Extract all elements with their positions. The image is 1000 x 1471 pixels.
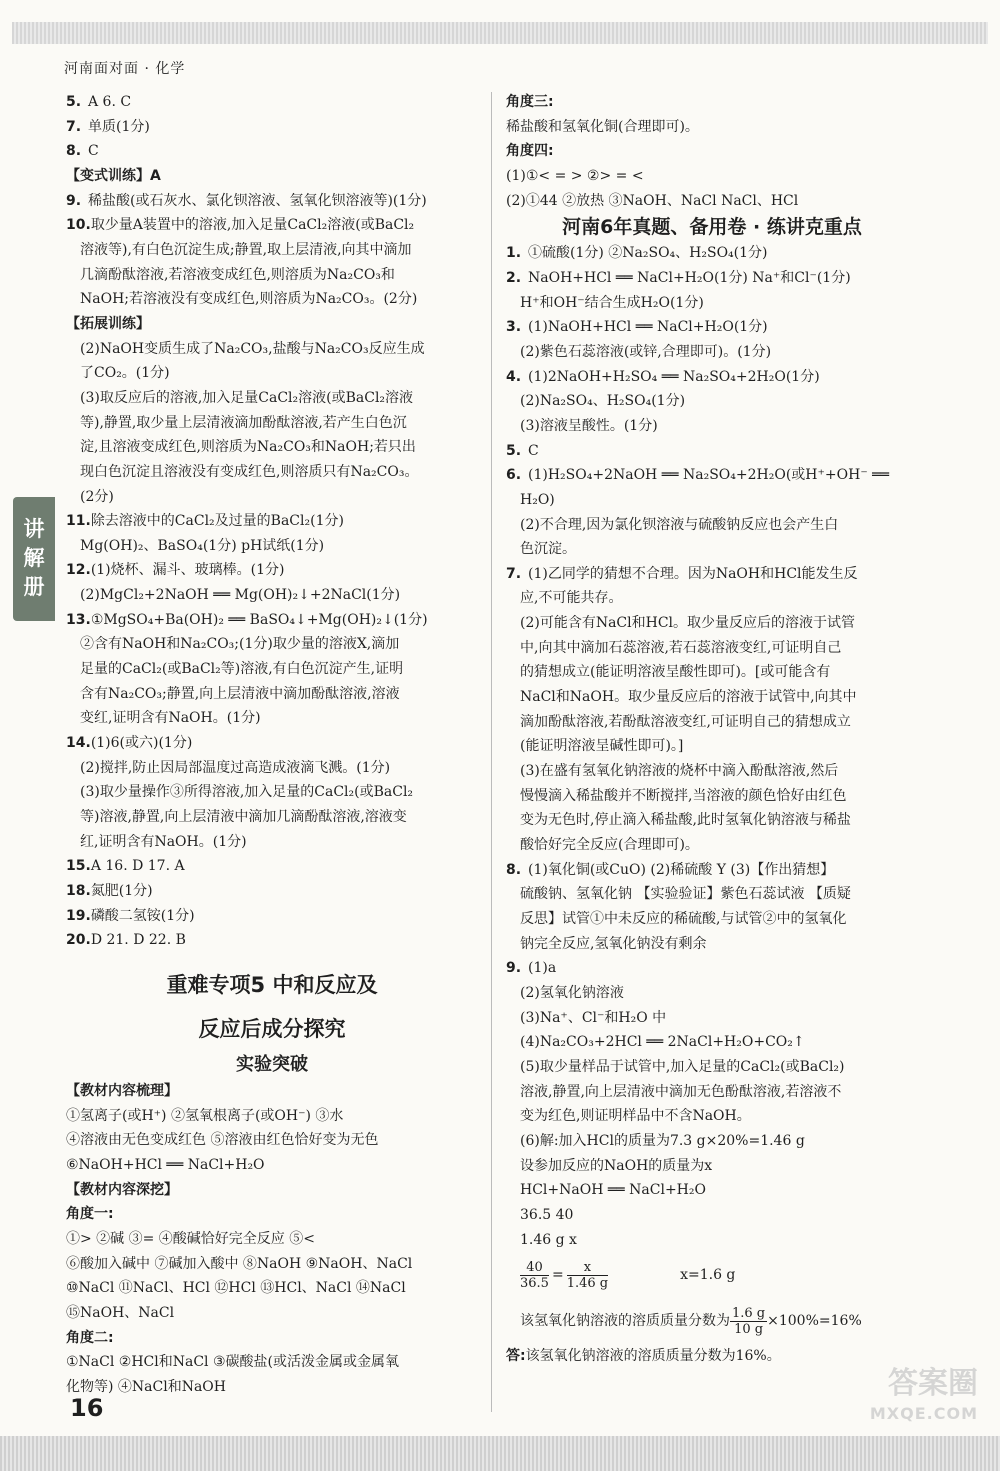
angle-heading: 角度三:	[506, 94, 554, 110]
answer-line	[66, 904, 478, 929]
answer-text: 氮肥(1分)	[90, 883, 153, 899]
question-number: 9.	[66, 192, 82, 209]
side-tab	[13, 497, 55, 621]
answer-text: (1)NaOH+HCl ══ NaCl+H₂O(1分)	[528, 319, 768, 336]
question-number: 3.	[506, 319, 522, 336]
watermark-logo	[869, 1366, 978, 1429]
answer-line	[506, 439, 918, 464]
answer-line	[66, 608, 478, 633]
section-title-line1: 重难专项5 中和反应及	[166, 972, 378, 997]
answer-line	[66, 115, 478, 140]
answer-text: (1)2NaOH+H₂SO₄ ══ Na₂SO₄+2H₂O(1分)	[528, 368, 820, 385]
answer-line	[66, 509, 478, 534]
answer-continuation: 等),静置,取少量上层清液滴加酚酞溶液,若产生白色沉	[80, 414, 407, 431]
answer-text-line: ④溶液由无色变成红色 ⑤溶液由红色恰好变为无色	[66, 1132, 379, 1149]
section-tag: 【变式训练】A	[66, 167, 161, 184]
page-number: 16	[70, 1394, 104, 1422]
answer-continuation: 变为红色,则证明样品中不含NaOH。	[520, 1108, 751, 1125]
question-number: 12.	[66, 562, 91, 579]
section-tag: 【教材内容深挖】	[66, 1181, 178, 1198]
answer-continuation: 滴加酚酞溶液,若酚酞溶液变红,可证明自己的猜想成立	[520, 713, 851, 730]
answer-continuation: 钠完全反应,氢氧化钠没有剩余	[520, 935, 707, 952]
answer-text: 除去溶液中的CaCl₂及过量的BaCl₂(1分)	[90, 513, 344, 530]
answer-continuation: (3)溶液呈酸性。(1分)	[520, 417, 658, 434]
answer-continuation: 应,不可能共存。	[520, 590, 623, 607]
answer-text-line: ⑥NaOH+HCl ══ NaCl+H₂O	[66, 1156, 265, 1173]
answer-continuation: 反思】试管①中未反应的稀硫酸,与试管②中的氢氧化	[520, 911, 847, 927]
answer-continuation: (4)Na₂CO₃+2HCl ══ 2NaCl+H₂O+CO₂↑	[520, 1034, 805, 1051]
answer-text-line: ⑮NaOH、NaCl	[66, 1304, 175, 1321]
answer-continuation: (2)不合理,因为氯化钡溶液与硫酸钠反应也会产生白	[520, 516, 839, 533]
section-subtitle: 实验突破	[236, 1053, 308, 1075]
answer-continuation: (3)取反应后的溶液,加入足量CaCl₂溶液(或BaCl₂溶液	[80, 389, 414, 406]
answer-continuation: (2)氢氧化钠溶液	[520, 984, 624, 1001]
answer-continuation: 红,证明含有NaOH。(1分)	[80, 833, 247, 850]
question-number: 2.	[506, 269, 522, 286]
answer-text: C	[88, 143, 99, 160]
calc-percent-text: 该氢氧化钠溶液的溶质质量分数为	[520, 1312, 730, 1329]
answer-continuation: 含有Na₂CO₃;静置,向上层清液中滴加酚酞溶液,溶液	[80, 685, 400, 702]
question-number: 5.	[506, 442, 522, 459]
answer-continuation: 设参加反应的NaOH的质量为x	[520, 1157, 713, 1174]
answer-text: ①硫酸(1分) ②Na₂SO₄、H₂SO₄(1分)	[528, 245, 768, 262]
answer-text: (1)H₂SO₄+2NaOH ══ Na₂SO₄+2H₂O(或H⁺+OH⁻ ══	[528, 467, 890, 484]
answer-line	[66, 558, 478, 583]
answer-line	[66, 189, 478, 214]
answer-text-line: ①NaCl ②HCl和NaCl ③碳酸盐(或活泼金属或金属氧	[66, 1354, 399, 1371]
section-tag: 【教材内容梳理】	[66, 1082, 178, 1099]
answer-line	[506, 463, 918, 488]
answer-text: 磷酸二氢铵(1分)	[90, 907, 195, 924]
answer-continuation: (3)取少量操作③所得溶液,加入足量的CaCl₂(或BaCl₂	[80, 784, 414, 801]
fraction-denominator: 1.46 g	[566, 1275, 609, 1291]
fraction-numerator: 40	[520, 1260, 549, 1276]
question-number: 6.	[506, 467, 522, 484]
answer-continuation: 硫酸钠、氢氧化钠 【实验验证】紫色石蕊试液 【质疑	[520, 886, 851, 903]
answer-text: NaOH+HCl ══ NaCl+H₂O(1分) Na⁺和Cl⁻(1分)	[528, 269, 851, 286]
side-tab-char: 解	[23, 546, 45, 570]
answer-continuation: 色沉淀。	[520, 541, 576, 558]
answer-line	[66, 90, 478, 115]
answer-continuation: ②含有NaOH和Na₂CO₃;(1分)取少量的溶液X,滴加	[80, 636, 400, 653]
calc-proportion	[506, 1252, 918, 1298]
calc-percent	[506, 1298, 918, 1344]
side-tab-char: 册	[23, 575, 45, 599]
watermark-text: 答案圈	[888, 1366, 978, 1401]
question-number: 10.	[66, 217, 91, 234]
answer-continuation: 现白色沉淀且溶液没有变成红色,则溶质只有Na₂CO₃。	[80, 463, 419, 480]
fraction-numerator: 1.6 g	[732, 1305, 766, 1321]
section-tag: 【拓展训练】	[66, 315, 150, 332]
equals-sign: =	[551, 1266, 564, 1283]
answer-text-line: (2)①44 ②放热 ③NaOH、NaCl NaCl、HCl	[506, 192, 799, 209]
question-number: 4.	[506, 368, 522, 385]
answer-continuation: (2)MgCl₂+2NaOH ══ Mg(OH)₂↓+2NaCl(1分)	[80, 587, 401, 604]
fraction	[567, 1260, 608, 1291]
question-number: 11.	[66, 513, 91, 530]
answer-text: (1)氧化铜(或CuO) (2)稀硫酸 Y (3)【作出猜想】	[528, 861, 835, 878]
answer-continuation: 溶液等),有白色沉淀生成;静置,取上层清液,向其中滴加	[80, 241, 412, 258]
answer-continuation: 慢慢滴入稀盐酸并不断搅拌,当溶液的颜色恰好由红色	[520, 787, 847, 804]
question-number: 8.	[66, 143, 82, 160]
answer-text: (1)烧杯、漏斗、玻璃棒。(1分)	[90, 562, 285, 579]
answer-label: 答:	[506, 1348, 526, 1365]
question-number: 7.	[66, 118, 82, 135]
answer-text: (1)6(或六)(1分)	[90, 735, 193, 752]
answer-text: (1)乙同学的猜想不合理。因为NaOH和HCl能发生反	[528, 565, 858, 582]
answer-line	[506, 241, 918, 266]
answer-continuation: H⁺和OH⁻结合生成H₂O(1分)	[520, 294, 704, 311]
question-number: 14.	[66, 735, 91, 752]
answer-continuation: (5)取少量样品于试管中,加入足量的CaCl₂(或BaCl₂)	[520, 1058, 845, 1075]
left-column	[66, 90, 478, 1400]
answer-text: 取少量A装置中的溶液,加入足量CaCl₂溶液(或BaCl₂	[90, 217, 415, 234]
answer-continuation: 溶液,静置,向上层清液中滴加无色酚酞溶液,若溶液不	[520, 1083, 842, 1100]
question-number: 18.	[66, 883, 91, 899]
answer-continuation: 36.5 40	[520, 1206, 574, 1223]
section-title-line2: 反应后成分探究	[198, 1016, 346, 1041]
answer-text: 该氢氧化钠溶液的溶质质量分数为16%。	[525, 1348, 781, 1365]
fraction	[520, 1260, 549, 1291]
fraction-denominator: 10 g	[734, 1321, 764, 1337]
answer-text-line: 化物等) ④NaCl和NaOH	[66, 1378, 226, 1395]
top-border-strip	[12, 22, 988, 44]
answer-line	[66, 731, 478, 756]
answer-line	[66, 854, 478, 879]
question-number: 19.	[66, 907, 91, 924]
answer-text: 单质(1分)	[88, 118, 150, 135]
answer-line	[506, 1344, 918, 1369]
answer-continuation: 等)溶液,静置,向上层清液中滴加几滴酚酞溶液,溶液变	[80, 809, 407, 826]
answer-text-line: ⑥酸加入碱中 ⑦碱加入酸中 ⑧NaOH ⑨NaOH、NaCl	[66, 1255, 413, 1272]
answer-line	[66, 928, 478, 953]
fraction-numerator: x	[567, 1260, 608, 1276]
fraction	[730, 1306, 767, 1337]
watermark-site: MXQE.COM	[869, 1404, 978, 1423]
answer-line	[506, 858, 918, 883]
answer-line	[506, 365, 918, 390]
answer-continuation: Mg(OH)₂、BaSO₄(1分) pH试纸(1分)	[80, 537, 325, 554]
answer-line	[506, 266, 918, 291]
answer-continuation: (6)解:加入HCl的质量为7.3 g×20%=1.46 g	[520, 1132, 805, 1149]
side-tab-char: 讲	[23, 517, 45, 541]
right-answers	[506, 241, 918, 1252]
answer-text-line: ①氢离子(或H⁺) ②氢氧根离子(或OH⁻) ③水	[66, 1107, 344, 1124]
answer-continuation: 的猜想成立(能证明溶液呈酸性即可)。[或可能含有	[520, 664, 831, 681]
answer-text: ①MgSO₄+Ba(OH)₂ ══ BaSO₄↓+Mg(OH)₂↓(1分)	[90, 611, 428, 628]
answer-continuation: 淀,且溶液变成红色,则溶质为Na₂CO₃和NaOH;若只出	[80, 439, 416, 456]
answer-text-line: (1)①< = > ②> = <	[506, 167, 644, 184]
question-number: 13.	[66, 611, 91, 628]
answer-line	[66, 213, 478, 238]
answer-text: D 21. D 22. B	[90, 932, 186, 949]
angle-heading: 角度四:	[506, 143, 554, 160]
answer-continuation: 变为无色时,停止滴入稀盐酸,此时氢氧化钠溶液与稀盐	[520, 812, 851, 829]
answer-continuation: (能证明溶液呈碱性即可)。]	[520, 738, 684, 755]
answer-line	[506, 562, 918, 587]
question-number: 20.	[66, 932, 91, 949]
answer-continuation: 几滴酚酞溶液,若溶液变成红色,则溶质为Na₂CO₃和	[80, 266, 395, 283]
column-divider	[491, 92, 492, 1412]
answer-continuation: 了CO₂。(1分)	[80, 365, 170, 382]
answer-text: A 16. D 17. A	[90, 858, 185, 875]
running-header: 河南面对面 · 化学	[64, 61, 186, 77]
answer-continuation: (2)紫色石蕊溶液(或锌,合理即可)。(1分)	[520, 343, 772, 360]
river-section-title: 河南6年真题、备用卷 · 练讲克重点	[562, 216, 862, 239]
question-number: 1.	[506, 245, 522, 262]
question-number: 5.	[66, 94, 82, 110]
answer-text: C	[528, 442, 539, 459]
answer-continuation: 变红,证明含有NaOH。(1分)	[80, 710, 261, 727]
right-angles	[506, 90, 918, 213]
question-number: 9.	[506, 960, 522, 977]
right-column	[506, 90, 918, 1369]
question-number: 7.	[506, 565, 522, 582]
answer-text-line: 稀盐酸和氢氧化铜(合理即可)。	[506, 118, 699, 135]
answer-continuation: 中,向其中滴加石蕊溶液,若石蕊溶液变红,可证明自己	[520, 639, 842, 656]
answer-continuation: (2)NaOH变质生成了Na₂CO₃,盐酸与Na₂CO₃反应生成	[80, 340, 425, 357]
left-answers	[66, 90, 478, 953]
answer-text: 稀盐酸(或石灰水、氯化钡溶液、氢氧化钡溶液等)(1分)	[88, 192, 427, 209]
answer-continuation: NaOH;若溶液没有变成红色,则溶质为Na₂CO₃。(2分)	[80, 291, 418, 308]
answer-continuation: 酸恰好完全反应(合理即可)。	[520, 837, 699, 854]
answer-continuation: H₂O)	[520, 491, 555, 508]
answer-continuation: NaCl和NaOH。取少量反应后的溶液于试管中,向其中	[520, 689, 857, 706]
answer-continuation: (2)Na₂SO₄、H₂SO₄(1分)	[520, 393, 686, 410]
calc-percent-result: ×100%=16%	[767, 1312, 862, 1329]
angle-heading: 角度一:	[66, 1206, 114, 1223]
answer-continuation: 足量的CaCl₂(或BaCl₂等)溶液,有白色沉淀产生,证明	[80, 661, 404, 678]
answer-text-line: ⑩NaCl ⑪NaCl、HCl ⑫HCl ⑬HCl、NaCl ⑭NaCl	[66, 1280, 406, 1297]
question-number: 8.	[506, 861, 522, 878]
answer-line	[506, 315, 918, 340]
answer-continuation: 1.46 g x	[520, 1231, 577, 1248]
answer-text: (1)a	[528, 960, 557, 977]
answer-text: A 6. C	[88, 94, 132, 110]
answer-line	[66, 139, 478, 164]
calc-result: x=1.6 g	[680, 1266, 736, 1283]
answer-continuation: (2)可能含有NaCl和HCl。取少量反应后的溶液于试管	[520, 615, 856, 632]
left-section-answers	[66, 1079, 478, 1400]
bottom-border-strip	[0, 1436, 1000, 1471]
answer-continuation: (2)搅拌,防止因局部温度过高造成液滴飞溅。(1分)	[80, 759, 391, 776]
answer-continuation: HCl+NaOH ══ NaCl+H₂O	[520, 1182, 706, 1199]
answer-line	[506, 956, 918, 981]
answer-continuation: (3)Na⁺、Cl⁻和H₂O 中	[520, 1009, 667, 1026]
answer-continuation: (2分)	[80, 488, 114, 505]
answer-continuation: (3)在盛有氢氧化钠溶液的烧杯中滴入酚酞溶液,然后	[520, 763, 839, 780]
question-number: 15.	[66, 858, 91, 875]
fraction-denominator: 36.5	[520, 1275, 549, 1291]
angle-heading: 角度二:	[66, 1329, 114, 1346]
answer-text-line: ①> ②碱 ③= ④酸碱恰好完全反应 ⑤<	[66, 1230, 315, 1247]
answer-line	[66, 879, 478, 904]
